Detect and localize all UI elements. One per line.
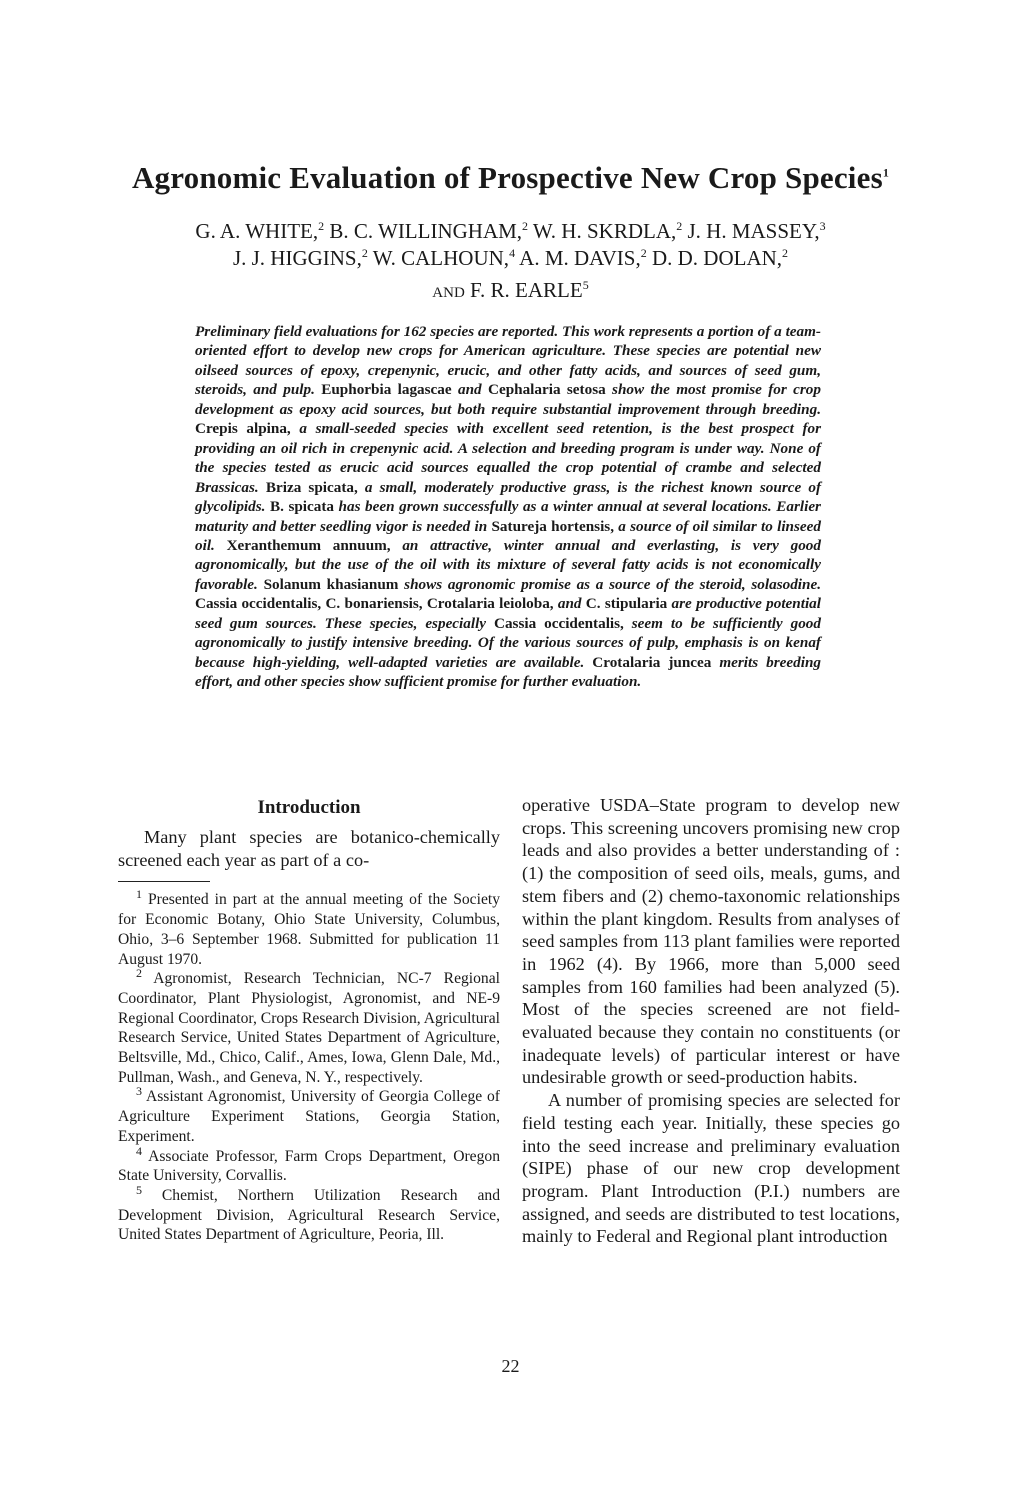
author-affiliation-marker: 2 [522,219,529,233]
abstract-segment: Preliminary field evaluations for 162 species are reported. This work represents a portion of a team-oriented effort to develop new crops for American agriculture. These species are potential new oilseed sources of epoxy, crepenynic, erucic, and other fatty acids, and sources of seed gum, steroids, and pulp. [195,323,821,399]
abstract-segment: a small, moderately productive grass, is the richest known source of glycolipids. [195,478,821,516]
author-line-3 [0,277,1021,307]
footnote-text: Agronomist, Research Technician, NC-7 Regional Coordinator, Plant Physiologist, Agronomist, and NE-9 Regional Coordinator, Crops Research Division, Agricultural Research Service, United States Department of Agriculture, Beltsville, Md., Chico, Calif., Ames, Iowa, Glenn Dale, Md., Pullman, Wash., and Geneva, N. Y., respectively. [118,970,500,1086]
page-number: 22 [501,1356,520,1376]
and-word: AND [432,285,465,301]
species-name: Cephalaria setosa [487,381,606,399]
abstract-segment: seem to be sufficiently good agronomically to justify intensive breeding. Of the various sources of pulp, emphasis is on kenaf because high-yielding, well-adapted varieties are available. [195,614,821,671]
footnote-divider [118,881,210,882]
footnote-marker: 3 [136,1084,142,1099]
abstract-text [195,322,821,692]
species-name: Briza spicata, [265,478,358,496]
footnote-3 [118,1084,500,1146]
species-name: B. spicata [269,498,335,516]
footnote-marker: 4 [136,1143,142,1158]
author-affiliation-marker: 2 [640,246,647,260]
author-name: F. R. EARLE [464,278,583,302]
author-name: W. H. SKRDLA, [528,219,677,243]
abstract-segment: and [553,595,586,613]
footnote-text: Chemist, Northern Utilization Research and Development Division, Agricultural Research Service, United States Department of Agriculture, Peoria, Ill. [118,1186,500,1244]
abstract [195,322,821,692]
footnote-4 [118,1143,500,1186]
species-name: Solanum khasianum [263,575,399,593]
article-title [0,160,1021,196]
author-name: W. CALHOUN, [367,246,510,270]
species-name: Crotalaria juncea [592,653,712,671]
abstract-segment: shows agronomic promise as a source of the steroid, solasodine. [398,575,821,593]
abstract-segment: an attractive, winter annual and everlasting, is very good agronomically, but the use of the oil with its mixture of several fatty acids is not economically favorable. [195,536,821,593]
section-heading-introduction: Introduction [257,797,361,818]
abstract-segment: show the most promise for crop development as epoxy acid sources, but both require substantial improvement through breeding. [195,381,821,418]
footnote-text: Assistant Agronomist, University of Georgia College of Agriculture Experiment Stations, Georgia Station, Experiment. [118,1088,500,1145]
abstract-segment: and [451,381,488,399]
author-name: G. A. WHITE, [195,219,319,243]
abstract-segment: merits breeding effort, and other species show sufficient promise for further evaluation. [195,653,821,691]
author-name: J. J. HIGGINS, [232,246,362,270]
intro-paragraph-1: Many plant species are botanico-chemically screened each year as part of a co- [118,827,500,870]
author-affiliation-marker: 5 [582,278,589,292]
species-name: Cassia occidentalis, C. bonariensis, Crotalaria leioloba, [195,595,554,613]
species-name: Xeranthemum annuum, [226,536,391,554]
footnote-marker: 5 [136,1182,142,1197]
footnotes [118,887,500,1245]
species-name: Crepis alpina, [195,420,291,438]
footnote-5 [118,1182,500,1245]
footnote-text: Associate Professor, Farm Crops Department, Oregon State University, Corvallis. [118,1147,500,1185]
author-name: B. C. WILLINGHAM, [324,219,523,243]
species-name: C. stipularia [585,595,668,613]
author-line-1 [0,218,1021,245]
author-affiliation-marker: 3 [819,219,826,233]
footnote-2 [118,966,500,1087]
author-affiliation-marker: 2 [361,246,368,260]
abstract-segment: are productive potential seed gum sources. These species, especially [195,595,821,632]
abstract-segment: a small-seeded species with excellent seed retention, is the best prospect for providing an oil rich in crepenynic acid. A selection and breeding program is under way. None of the species tested as erucic acid sources equalled the crop potential of crambe and selected Brassicas. [195,420,822,496]
abstract-segment: a source of oil similar to linseed oil. [195,517,821,554]
author-name: D. D. DOLAN, [646,246,783,270]
footnote-1 [118,887,500,969]
author-line-2 [0,245,1021,272]
author-affiliation-marker: 2 [318,219,325,233]
title-text: Agronomic Evaluation of Prospective New Crop Species [131,160,883,195]
author-affiliation-marker: 2 [676,219,683,233]
intro-paragraph-1-continued: operative USDA–State program to develop new crops. This screening uncovers promising new crop leads and also provides a better understanding of : (1) the composition of seed oils, meals, gums, and stem fibers and (2) chemo-taxonomic relationships within the plant kingdom. Results from analyses of seed samples from 113 plant families were reported in 1962 (4). By 1966, more than 5,000 seed samples from 160 families had been analyzed (5). Most of the species screened are not field-evaluated because they contain no constituents (or inadequate levels) of particular interest or have undesirable growth or seed-production habits. [522,795,900,1088]
species-name: Euphorbia lagascae [321,381,452,399]
title-footnote-marker: 1 [882,165,890,180]
footnote-text: Presented in part at the annual meeting of the Society for Economic Botany, Ohio State University, Columbus, Ohio, 3–6 September 1968. Submitted for publication 11 August 1970. [118,891,500,968]
abstract-segment: has been grown successfully as a winter annual at several locations. Earlier maturity and better seedling vigor is needed in [195,498,821,535]
footnote-marker: 1 [136,887,142,902]
footnote-marker: 2 [136,966,142,981]
author-affiliation-marker: 2 [782,246,789,260]
author-affiliation-marker: 4 [509,246,516,260]
author-name: J. H. MASSEY, [682,219,820,243]
author-name: A. M. DAVIS, [515,246,641,270]
left-column [118,794,500,1245]
species-name: Cassia occidentalis, [493,614,624,632]
intro-paragraph-2: A number of promising species are selected for field testing each year. Initially, these species go into the seed increase and preliminary evaluation (SIPE) phase of our new crop development program. Plant Introduction (P.I.) numbers are assigned, and seeds are distributed to test locations, mainly to Federal and Regional plant introduction [522,1090,900,1247]
right-column [522,794,900,1248]
species-name: Satureja hortensis, [491,517,614,535]
